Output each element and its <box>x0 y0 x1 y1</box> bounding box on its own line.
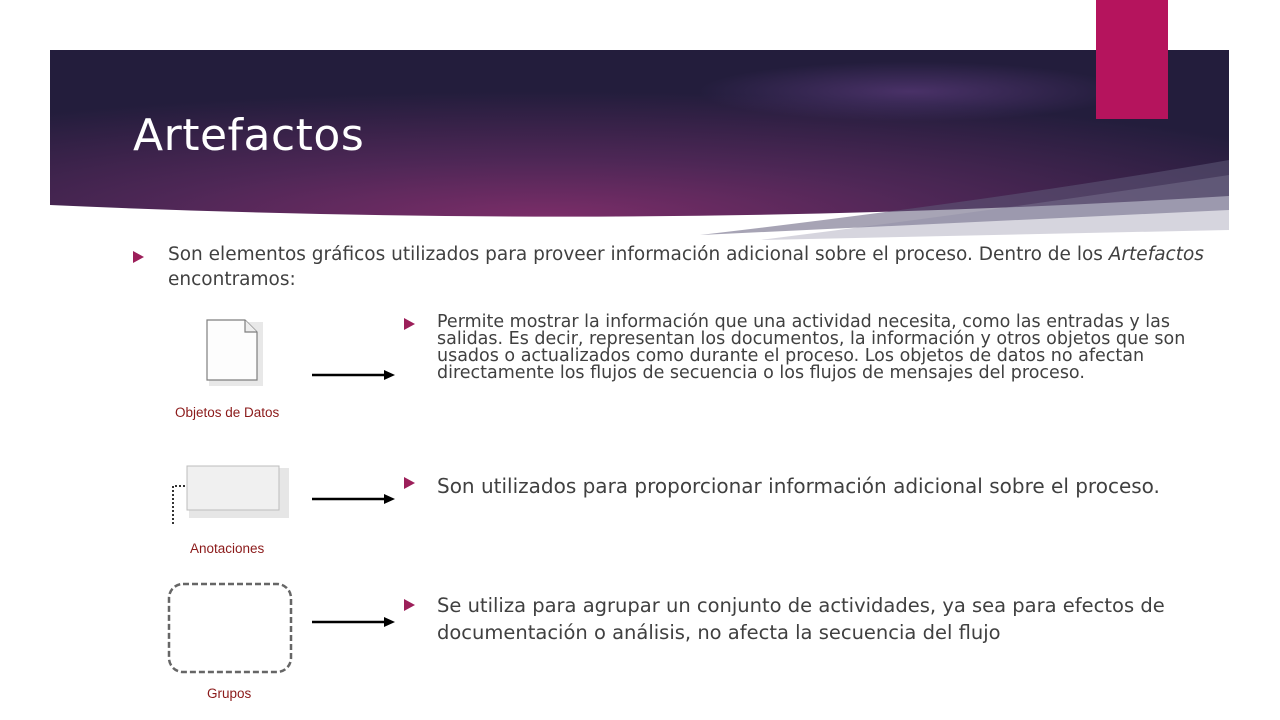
slide-title: Artefactos <box>133 110 365 161</box>
bullet-icon <box>404 477 415 489</box>
description-anotaciones: Son utilizados para proporcionar información adicional sobre el proceso. <box>437 474 1160 498</box>
intro-text <box>168 242 1208 292</box>
document-icon <box>205 318 267 388</box>
annotation-icon <box>165 462 295 532</box>
caption-grupos: Grupos <box>207 686 252 701</box>
arrow-icon <box>310 615 395 629</box>
intro-text-after: encontramos: <box>168 269 296 290</box>
arrow-icon <box>310 492 395 506</box>
bullet-icon <box>404 599 415 611</box>
intro-text-before: Son elementos gráficos utilizados para proveer información adicional sobre el proceso. Dentro de los <box>168 244 1109 265</box>
intro-text-emphasis: Artefactos <box>1108 244 1204 265</box>
description-objetos-de-datos: Permite mostrar la información que una actividad necesita, como las entradas y las salidas. Es decir, representan los documentos, la información y otros objetos que son usados o actualizados como durante el proceso. Los objetos de datos no afectan directamente los flujos de secuencia o los flujos de mensajes del proceso. <box>437 312 1186 383</box>
bullet-icon <box>404 318 415 330</box>
accent-tab <box>1096 0 1168 119</box>
bullet-icon <box>133 251 144 263</box>
caption-anotaciones: Anotaciones <box>190 541 265 556</box>
group-icon <box>165 580 297 680</box>
arrow-icon <box>310 368 395 382</box>
caption-objetos-de-datos: Objetos de Datos <box>175 405 280 420</box>
description-grupos: Se utiliza para agrupar un conjunto de actividades, ya sea para efectos de documentación o análisis, no afecta la secuencia del flujo <box>437 594 1165 644</box>
